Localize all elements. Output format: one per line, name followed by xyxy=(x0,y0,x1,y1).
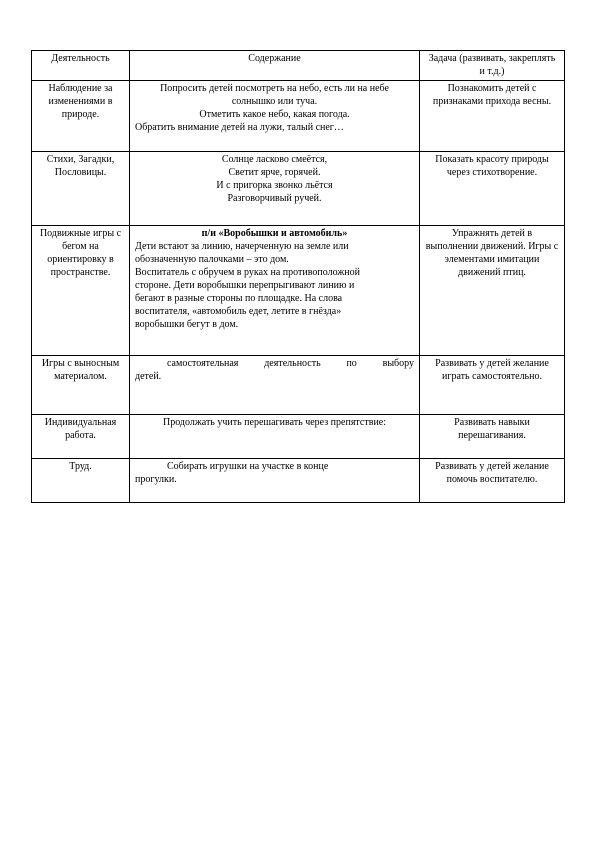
task-cell: Развивать навыки перешагивания. xyxy=(420,415,565,459)
task-cell: Познакомить детей с признаками прихода весны. xyxy=(420,81,565,152)
content-cell xyxy=(130,81,420,152)
content-cell xyxy=(130,356,420,415)
activity-cell: Индивидуальная работа. xyxy=(32,415,130,459)
task-cell: Показать красоту природы через стихотворение. xyxy=(420,152,565,226)
content-line: Обратить внимание детей на лужи, талый снег… xyxy=(135,122,344,133)
content-line: стороне. Дети воробышки перепрыгивают линию и xyxy=(135,280,355,291)
table-row xyxy=(32,459,565,503)
content-cell xyxy=(130,226,420,356)
content-line: Попросить детей посмотреть на небо, есть ли на небе xyxy=(160,83,389,94)
activity-cell: Игры с выносным материалом. xyxy=(32,356,130,415)
content-cell xyxy=(130,152,420,226)
poem-line: И с пригорка звонко льётся xyxy=(216,180,333,191)
content-line: воспитателя, «автомобиль едет, летите в гнёзда» xyxy=(135,306,342,317)
game-title: п/и «Воробышки и автомобиль» xyxy=(201,228,348,239)
table-row xyxy=(32,152,565,226)
content-line: Продолжать учить перешагивать через препятствие: xyxy=(162,417,387,428)
header-task: Задача (развивать, закреплять и т.д.) xyxy=(420,51,565,81)
task-cell: Упражнять детей в выполнении движений. Игры с элементами имитации движений птиц. xyxy=(420,226,565,356)
activity-text: Стихи, Загадки, Пословицы. xyxy=(46,154,115,178)
table-row xyxy=(32,81,565,152)
activity-cell: Наблюдение за изменениями в природе. xyxy=(32,81,130,152)
table-header-row xyxy=(32,51,565,81)
content-line: Дети встают за линию, начерченную на земле или xyxy=(135,241,349,252)
content-line: самостоятельная деятельность по выбору xyxy=(167,358,414,369)
poem-line: Светит ярче, горячей. xyxy=(228,167,321,178)
header-activity: Деятельность xyxy=(32,51,130,81)
poem-line: Солнце ласково смеётся, xyxy=(221,154,328,165)
table-row xyxy=(32,415,565,459)
table-row xyxy=(32,226,565,356)
content-line: Отметить какое небо, какая погода. xyxy=(199,109,350,120)
header-content: Содержание xyxy=(130,51,420,81)
table-row xyxy=(32,356,565,415)
activity-cell xyxy=(32,152,130,226)
activity-cell: Труд. xyxy=(32,459,130,503)
activity-cell: Подвижные игры с бегом на ориентировку в пространстве. xyxy=(32,226,130,356)
task-cell: Развивать у детей желание играть самостоятельно. xyxy=(420,356,565,415)
content-line: воробышки бегут в дом. xyxy=(135,319,239,330)
content-cell xyxy=(130,415,420,459)
content-line: прогулки. xyxy=(135,474,177,485)
content-cell xyxy=(130,459,420,503)
content-line: бегают в разные стороны по площадке. На слова xyxy=(135,293,343,304)
content-line: детей. xyxy=(135,371,162,382)
content-line: солнышко или туча. xyxy=(231,96,318,107)
content-line: обозначенную палочками – это дом. xyxy=(135,254,289,265)
poem-line: Разговорчивый ручей. xyxy=(227,193,322,204)
content-line: Воспитатель с обручем в руках на противоположной xyxy=(135,267,360,278)
content-line: Собирать игрушки на участке в конце xyxy=(167,461,329,472)
task-cell: Развивать у детей желание помочь воспитателю. xyxy=(420,459,565,503)
activity-plan-table xyxy=(31,50,565,503)
